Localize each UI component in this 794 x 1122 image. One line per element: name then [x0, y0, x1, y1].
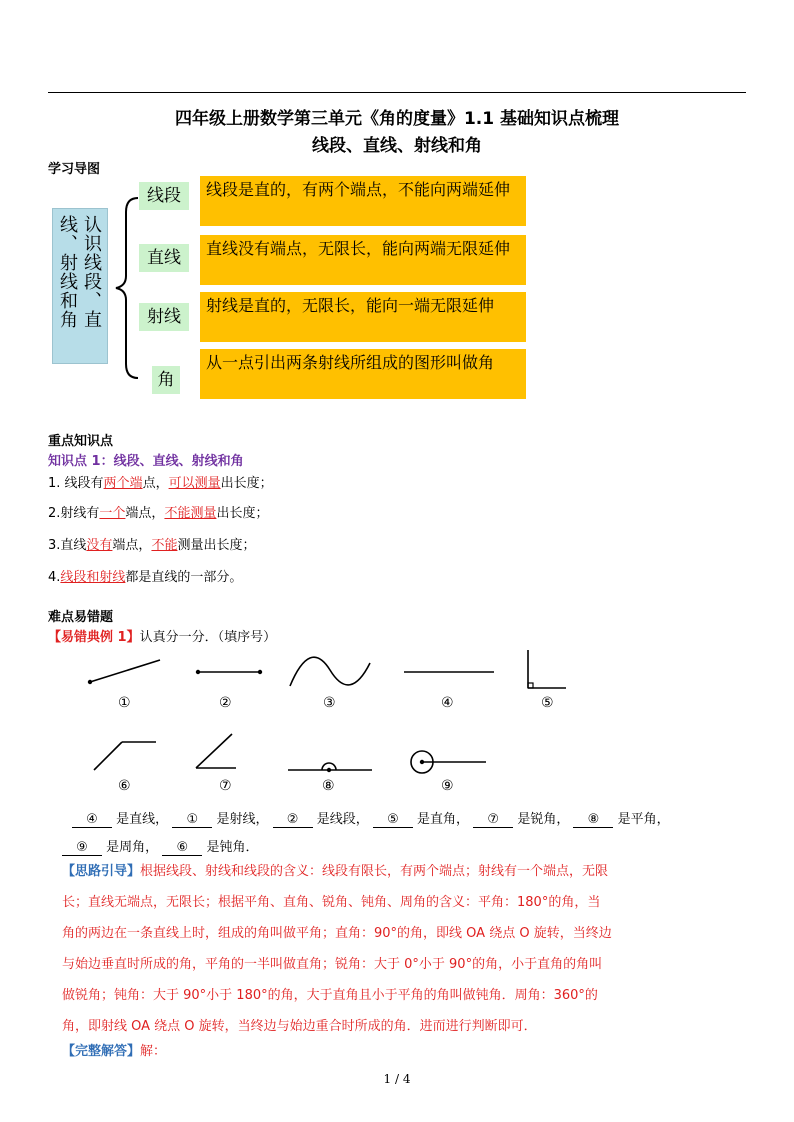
- figure-label-8: ⑧: [322, 778, 335, 794]
- full-answer-text: 解：: [140, 1044, 167, 1059]
- full-answer-line: [62, 1040, 166, 1059]
- answer-text: 是周角，: [106, 840, 159, 855]
- guide-line-6: 角，即射线 OA 绕点 O 旋转，当终边与始边重合时所成的角．进而进行判断即可．: [62, 1019, 537, 1034]
- figure-label-7: ⑦: [219, 778, 232, 794]
- knowledge-point-title: 知识点 1：线段、直线、射线和角: [48, 454, 244, 469]
- figure-label-6: ⑥: [118, 778, 131, 794]
- figures: [60, 648, 660, 798]
- section-heading-key: 重点知识点: [48, 434, 114, 449]
- figure-obtuse-angle: [94, 742, 122, 770]
- mindmap-desc-ray: 射线是直的，无限长，能向一端无限延伸: [200, 292, 526, 342]
- emphasis: 可以测量: [168, 476, 221, 491]
- example-tag: 【易错典例 1】: [48, 630, 140, 645]
- answer-text: 是线段，: [316, 812, 369, 827]
- figure-ray: [90, 660, 160, 682]
- mindmap-desc-line: 直线没有端点，无限长，能向两端无限延伸: [200, 235, 526, 285]
- knowledge-line-2: [48, 502, 268, 521]
- emphasis: 没有: [86, 538, 113, 553]
- answer-text: 是直角，: [417, 812, 470, 827]
- knowledge-line-4: [48, 566, 242, 585]
- text: 都是直线的一部分。: [125, 570, 243, 585]
- text: 测量出长度；: [177, 538, 256, 553]
- guide-line-2: 长；直线无端点，无限长；根据平角、直角、锐角、钝角、周角的含义：平角：180°的角，当: [62, 895, 601, 910]
- guide-text: 根据线段、射线和线段的含义：线段有限长，有两个端点；射线有一个端点，无限: [140, 864, 609, 879]
- answer-text: 是钝角．: [206, 840, 259, 855]
- emphasis: 线段和射线: [60, 570, 126, 585]
- answer-text: 是直线，: [116, 812, 169, 827]
- emphasis: 两个端: [103, 476, 143, 491]
- text: 出长度；: [216, 506, 269, 521]
- answer-text: 是射线，: [216, 812, 269, 827]
- answer-text: 是平角，: [617, 812, 670, 827]
- guide-line-3: 角的两边在一条直线上时，组成的角叫做平角；直角：90°的角，即线 OA 绕点 O 旋转，当终边: [62, 926, 612, 941]
- guide-line-4: 与始边垂直时所成的角，平角的一半叫做直角；锐角：大于 0°小于 90°的角，小于直角的角叫: [62, 957, 603, 972]
- figure-label-5: ⑤: [541, 695, 554, 711]
- example-line: [48, 626, 276, 645]
- emphasis: 不能: [151, 538, 178, 553]
- figure-label-2: ②: [219, 695, 232, 711]
- figure-label-3: ③: [323, 695, 336, 711]
- knowledge-line-3: [48, 534, 255, 553]
- text: 4.: [48, 570, 61, 585]
- full-answer-tag: 【完整解答】: [62, 1044, 141, 1059]
- answer-blank: ⑥: [162, 840, 202, 856]
- page-title: 四年级上册数学第三单元《角的度量》1.1 基础知识点梳理: [174, 109, 620, 129]
- text: 端点，: [125, 506, 165, 521]
- section-heading-hard: 难点易错题: [48, 610, 114, 625]
- answer-row-1: [72, 808, 670, 828]
- mindmap-root: 认识线段、直线、射线和角: [52, 208, 108, 364]
- figure-acute-angle: [196, 734, 232, 768]
- knowledge-line-1: [48, 472, 273, 491]
- guide-paragraph: [62, 856, 750, 1042]
- mindmap-desc-angle: 从一点引出两条射线所组成的图形叫做角: [200, 349, 526, 399]
- text: 出长度；: [220, 476, 273, 491]
- text: 1. 线段有: [48, 476, 104, 491]
- mindmap-desc-segment: 线段是直的，有两个端点，不能向两端延伸: [200, 176, 526, 226]
- example-text: 认真分一分．（填序号）: [139, 630, 277, 645]
- guide-tag: 【思路引导】: [62, 864, 141, 879]
- top-rule: [48, 92, 746, 93]
- answer-text: 是锐角，: [517, 812, 570, 827]
- answer-blank: ⑨: [62, 840, 102, 856]
- answer-blank: ⑤: [373, 812, 413, 828]
- answer-blank: ①: [172, 812, 212, 828]
- figure-label-9: ⑨: [441, 778, 454, 794]
- page-subtitle: 线段、直线、射线和角: [312, 136, 482, 156]
- mindmap-label-line: 直线: [139, 244, 189, 272]
- mindmap-label-angle: 角: [152, 366, 180, 394]
- text: 点，: [142, 476, 169, 491]
- mindmap-label-segment: 线段: [139, 182, 189, 210]
- figure-label-4: ④: [441, 695, 454, 711]
- guide-line-5: 做锐角；钝角：大于 90°小于 180°的角，大于直角且小于平角的角叫做钝角．周角：360°的: [62, 988, 598, 1003]
- text: 2.射线有: [48, 506, 100, 521]
- emphasis: 一个: [99, 506, 126, 521]
- guide-line-1: [62, 856, 750, 887]
- text: 端点，: [112, 538, 152, 553]
- answer-blank: ⑧: [573, 812, 613, 828]
- mindmap-label-ray: 射线: [139, 303, 189, 331]
- answer-blank: ④: [72, 812, 112, 828]
- answer-blank: ⑦: [473, 812, 513, 828]
- text: 3.直线: [48, 538, 87, 553]
- figure-label-1: ①: [118, 695, 131, 711]
- page-number: 1 / 4: [383, 1072, 411, 1086]
- mindmap-brace: [108, 192, 142, 382]
- section-heading-map: 学习导图: [48, 162, 101, 177]
- answer-row-2: [62, 836, 258, 856]
- figure-curve: [290, 657, 370, 686]
- answer-blank: ②: [273, 812, 313, 828]
- emphasis: 不能测量: [164, 506, 217, 521]
